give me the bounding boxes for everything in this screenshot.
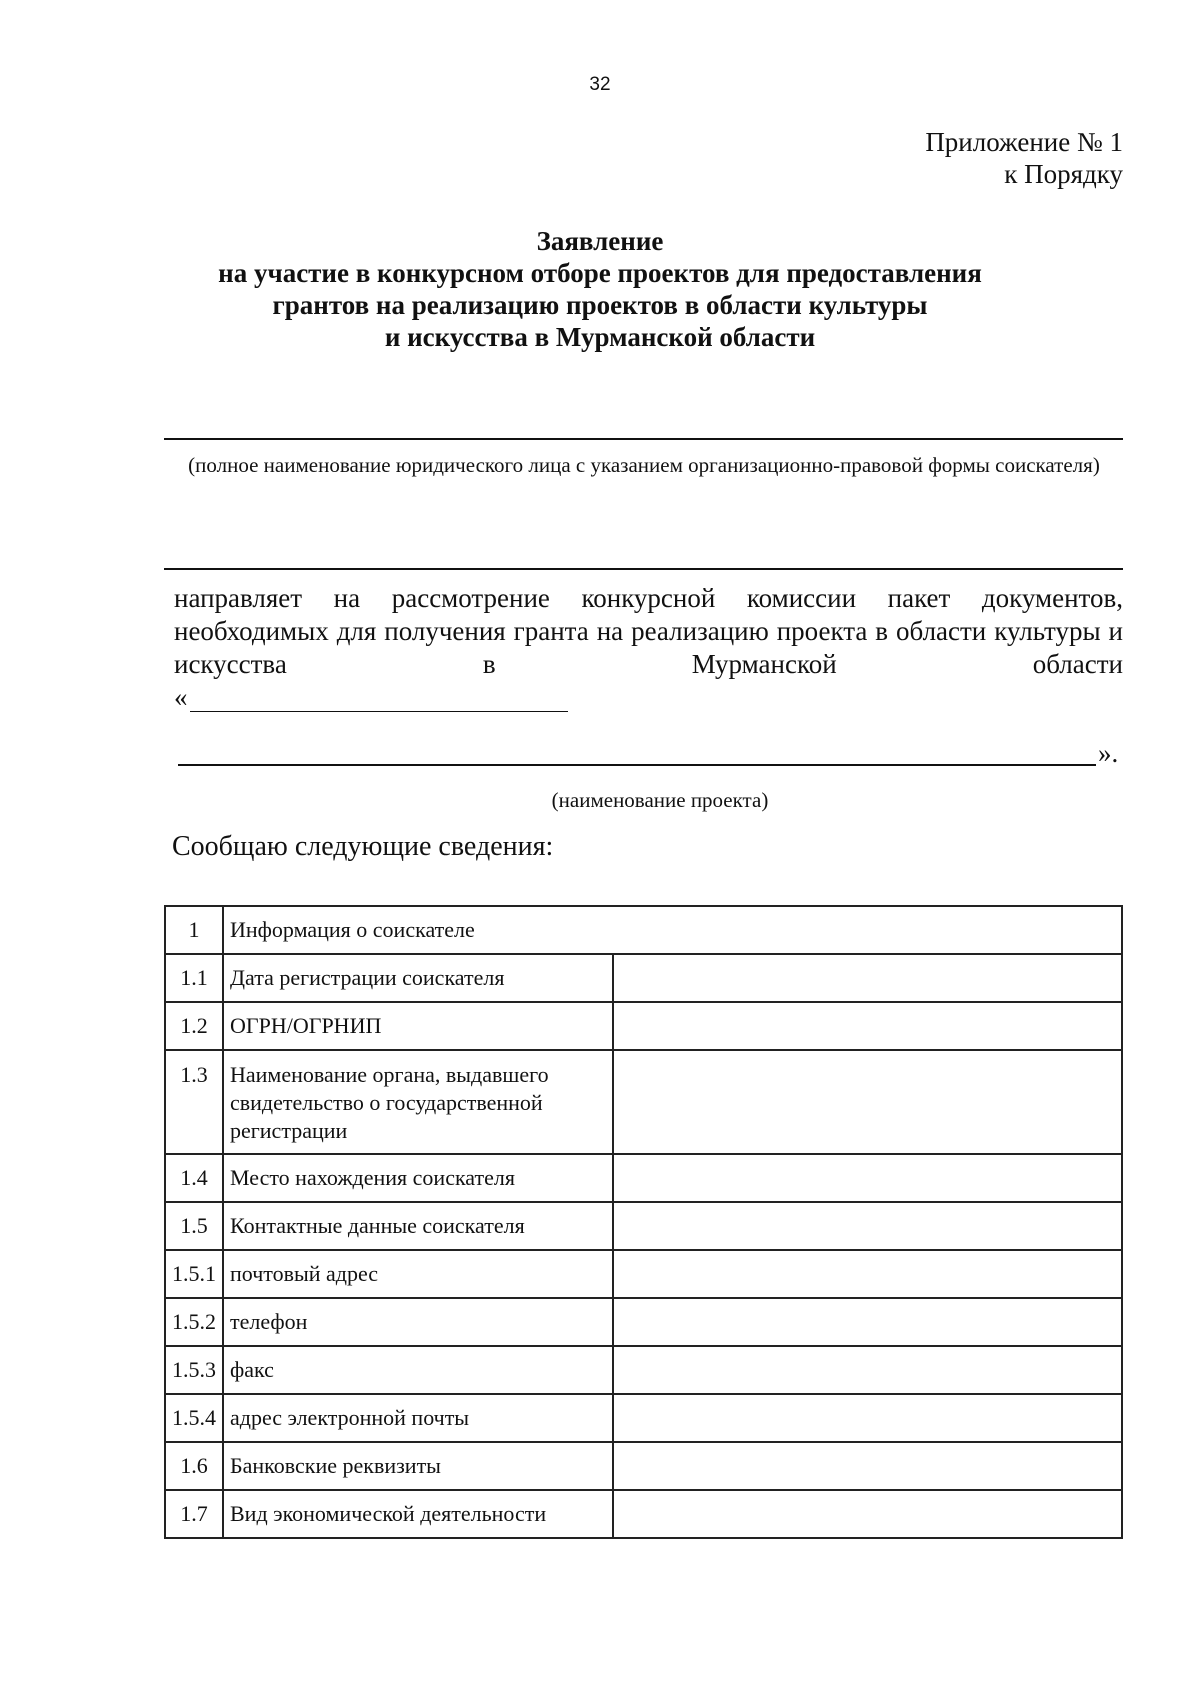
quote-close: ». [1098,738,1119,768]
row-value-field[interactable] [613,1250,1122,1298]
intro-text: Сообщаю следующие сведения: [172,831,554,862]
row-number: 1.1 [165,954,223,1002]
title-line-3: грантов на реализацию проектов в области культуры [272,290,928,320]
applicant-name-line-2[interactable] [164,568,1123,570]
row-value-field[interactable] [613,1154,1122,1202]
applicant-name-line[interactable] [164,438,1123,440]
table-row [165,1250,1122,1298]
row-number: 1.2 [165,1002,223,1050]
table-row [165,906,1122,954]
row-number: 1.3 [165,1050,223,1154]
appendix-reference [925,126,1123,190]
row-value-field[interactable] [613,954,1122,1002]
row-label: Вид экономической деятельности [223,1490,613,1538]
appendix-line-1: Приложение № 1 [925,127,1123,157]
row-number: 1.4 [165,1154,223,1202]
row-label: Место нахождения соискателя [223,1154,613,1202]
row-number: 1.5.1 [165,1250,223,1298]
row-value-field[interactable] [613,1002,1122,1050]
row-number: 1.5.2 [165,1298,223,1346]
row-number: 1.5 [165,1202,223,1250]
row-value-field[interactable] [613,1050,1122,1154]
table-row [165,1490,1122,1538]
title-line-1: Заявление [536,226,664,256]
row-label: Наименование органа, выдавшего свидетельство о государственной регистрации [223,1050,613,1154]
row-label: Информация о соискателе [223,906,1122,954]
table-row [165,1442,1122,1490]
page-number: 32 [589,74,611,95]
row-label: телефон [223,1298,613,1346]
row-number: 1.6 [165,1442,223,1490]
table-row [165,1202,1122,1250]
row-value-field[interactable] [613,1442,1122,1490]
project-name-line-1[interactable] [190,711,568,712]
row-number: 1.5.4 [165,1394,223,1442]
row-number: 1.7 [165,1490,223,1538]
project-name-caption: (наименование проекта) [551,788,769,812]
appendix-line-2: к Порядку [1004,159,1123,189]
row-label: ОГРН/ОГРНИП [223,1002,613,1050]
body-paragraph: направляет на рассмотрение конкурсной комиссии пакет документов, необходимых для получения гранта на реализацию проекта в области культуры и искусства в Мурманской области [174,583,1123,679]
quote-open: « [174,682,188,712]
table-row [165,1346,1122,1394]
row-value-field[interactable] [613,1394,1122,1442]
document-title [0,225,1200,353]
applicant-info-table [164,905,1123,1539]
row-label: факс [223,1346,613,1394]
row-label: почтовый адрес [223,1250,613,1298]
table-row [165,1298,1122,1346]
table-row [165,1154,1122,1202]
row-label: Дата регистрации соискателя [223,954,613,1002]
row-value-field[interactable] [613,1346,1122,1394]
table-row [165,1002,1122,1050]
row-label: Банковские реквизиты [223,1442,613,1490]
project-name-line-2[interactable] [178,764,1096,766]
row-value-field[interactable] [613,1490,1122,1538]
table-row [165,1394,1122,1442]
row-value-field[interactable] [613,1298,1122,1346]
title-line-4: и искусства в Мурманской области [384,322,816,352]
title-line-2: на участие в конкурсном отборе проектов для предоставления [218,258,982,288]
row-value-field[interactable] [613,1202,1122,1250]
row-number: 1 [165,906,223,954]
row-label: адрес электронной почты [223,1394,613,1442]
table-row [165,1050,1122,1154]
applicant-name-caption: (полное наименование юридического лица с указанием организационно-правовой формы соискателя) [188,453,1100,477]
table-row [165,954,1122,1002]
row-number: 1.5.3 [165,1346,223,1394]
row-label: Контактные данные соискателя [223,1202,613,1250]
